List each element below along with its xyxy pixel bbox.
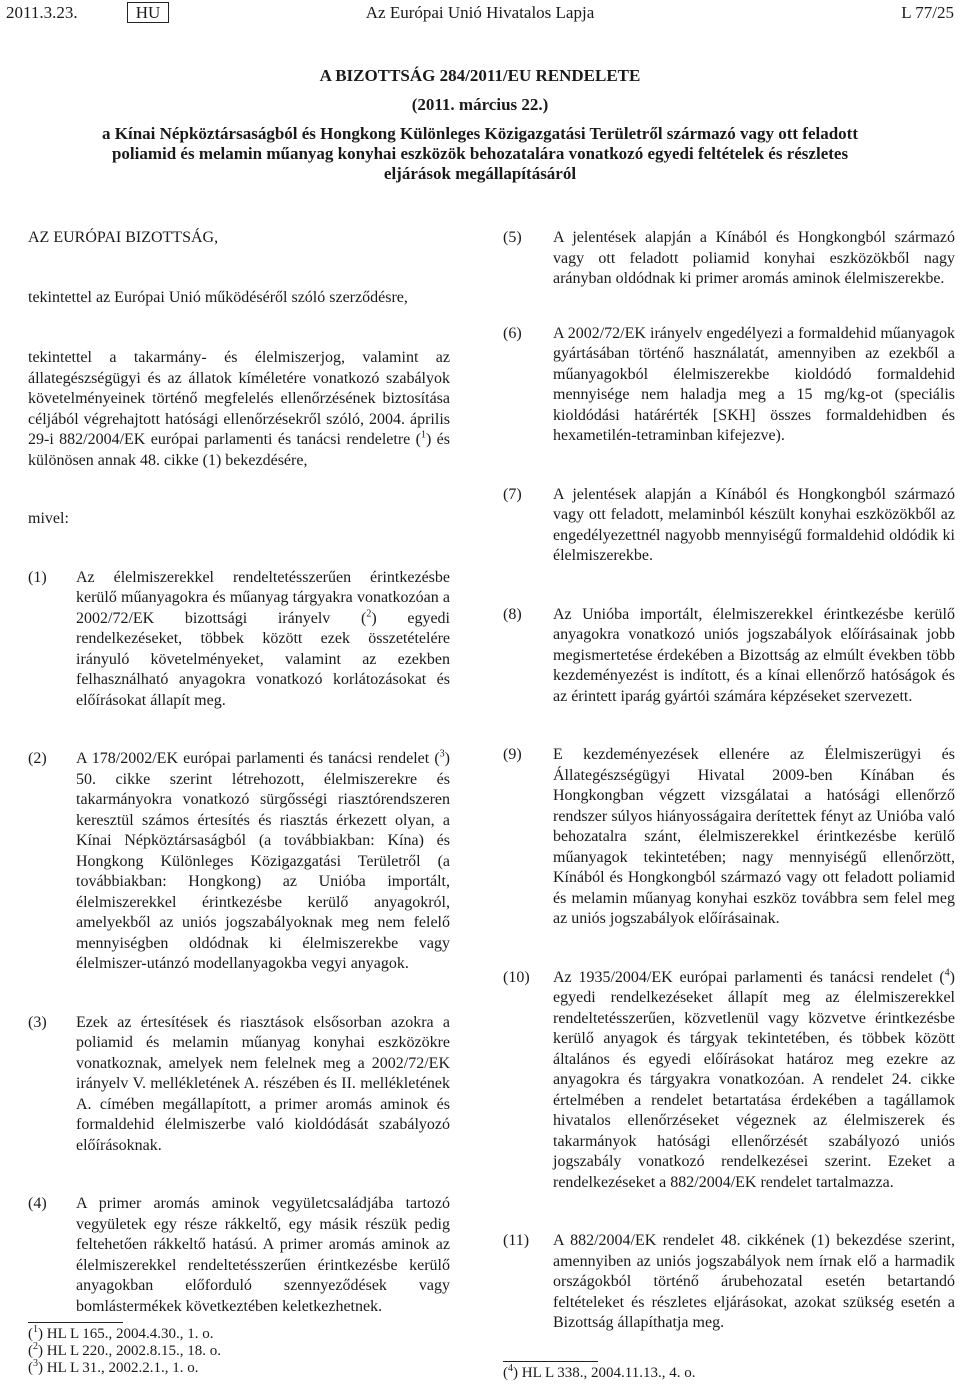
right-column [503, 228, 955, 1334]
recital-number: (5) [503, 229, 522, 246]
left-column [28, 228, 450, 1317]
recital-text: Az Unióba importált, élelmiszerekkel érintkezésbe kerülő anyagokra vonatkozó uniós jogszabályok előírásainak jobb megismertetése érdekében a Bizottság az elmúlt években több kezdeményezést is indított, és a kínai ellenőrző hatóságok és az érintett iparág gyártói számára képzéseket szervezett. [553, 605, 955, 705]
recital-7 [503, 485, 955, 567]
recital-8 [503, 605, 955, 708]
recital-text: A 2002/72/EK irányelv engedélyezi a formaldehid műanyagok gyártásában történő használatát, amennyiben az ezekből a műanyagokból élelmiszerekbe kioldódó formaldehid mennyisége nem haladja meg a 15 mg/kg-ot (speciális kioldódási határérték [SKH] összes formaldehidben és hexametilén-tetraminban kifejezve). [553, 324, 955, 444]
recital-text: A jelentések alapján a Kínából és Hongkongból származó vagy ott feladott, melaminból készült konyhai eszközökből az engedélyezettnél nagyobb mennyiségű formaldehid oldódik ki élelmiszerekbe. [553, 485, 955, 564]
footnote-ref-2[interactable]: 2 [366, 608, 372, 620]
footnote-4: ($^4$) HL L 338., 2004.11.13., 4. o. [503, 1363, 696, 1381]
footnote-ref-1[interactable]: 1 [420, 429, 426, 441]
recital-number: (8) [503, 605, 522, 623]
recital-text: A jelentések alapján a Kínából és Hongkongból származó vagy ott feladott poliamid konyhai eszközökből nagy arányban oldódnak ki primer aromás aminok élelmiszerekbe. [553, 229, 955, 287]
recital-text: E kezdeményezések ellenére az Élelmiszerügyi és Állategészségügyi Hivatal 2009-ben Kínában és Hongkongban végzett vizsgálatai a hatósági ellenőrző rendszer súlyos hiányosságaira derítettek fényt az Unióba való behozatalra szánt, élelmiszerekkel érintkezésbe kerülő műanyagok tekintetében; nagy mennyiségű ellenőrzött, Kínából és Hongkongból származó vagy ott feladott poliamid és melamin műanyag konyhai eszköz továbbra sem felel meg az uniós jogszabályok előírásainak. [553, 746, 955, 927]
publication-date: 2011.3.23. [6, 3, 78, 22]
regulation-number: A BIZOTTSÁG 284/2011/EU RENDELETE [319, 66, 641, 85]
footnote-3: ($^3$) HL L 31., 2002.2.1., 1. o. [28, 1358, 199, 1376]
footnote-separator [28, 1322, 123, 1323]
recital-text: Ezek az értesítések és riasztások elsősorban azokra a poliamid és melamin műanyag konyhai eszközökre vonatkoznak, amelyek nem felelnek meg a 2002/72/EK irányelv V. mellékletének A. részében és II. mellékletének A. címében megállapított, a primer aromás aminok és formaldehid élelmiszerbe való kioldódását szabályozó előírásoknak. [76, 1013, 450, 1154]
commission-heading: AZ EURÓPAI BIZOTTSÁG, [28, 229, 219, 246]
recital-number: (11) [503, 1232, 530, 1249]
recital-9 [503, 745, 955, 930]
page-reference: L 77/25 [901, 3, 954, 22]
regulation-date: (2011. március 22.) [411, 95, 549, 114]
recital-number: (4) [28, 1195, 47, 1212]
having-regard-treaty: tekintettel az Európai Unió működéséről szóló szerződésre, [28, 288, 408, 306]
recital-text: Az élelmiszerekkel rendeltetésszerűen érintkezésbe kerülő műanyagokra és műanyag tárgyakra vonatkozóan a 2002/72/EK bizottsági irányelv ($^2$) egyedi rendelkezéseket, többek között ezek összetételére irányuló követelményeket, valamint az ezekben felhasználható anyagokra vonatkozó korlátozásokat és előírásokat állapít meg. [76, 568, 450, 709]
having-regard-regulation: tekintettel a takarmány- és élelmiszerjog, valamint az állategészségügyi és az állatok kíméletére vonatkozó szabályok követelményeinek történő megfelelés ellenőrzésének biztosítása céljából végrehajtott hatósági ellenőrzésekről szóló, 2004. április 29-i 882/2004/EK európai parlamenti és tanácsi rendeletre ($^1$) és különösen annak 48. cikke (1) bekezdésére, [28, 349, 451, 469]
recital-10 [503, 968, 955, 1194]
regulation-subject: a Kínai Népköztársaságból és Hongkong Különleges Közigazgatási Területről származó vagy ott feladott poliamid és melamin műanyag konyhai eszközök behozatalára vonatkozó egyedi feltételek és részletes eljárások megállapításáról [102, 124, 858, 183]
right-footnotes [503, 1361, 955, 1382]
footnote-ref-3[interactable]: 3 [439, 748, 445, 760]
recital-text: Az 1935/2004/EK európai parlamenti és tanácsi rendelet ($^4$) egyedi rendelkezéseket állapít meg az élelmiszerekkel rendeltetésszerűen, közvetlenül vagy közvetve érintkezésbe kerülő anyagok és tárgyak tekintetében, és többek között általános és egyedi előírásokat határoz meg ezekre az anyagokra és tárgyakra vonatkozóan. A rendelet 24. cikke értelmében a rendelet betartatása érdekében a tagállamok hivatalos ellenőrzéseket végeznek az élelmiszerek és takarmányok hatósági ellenőrzését szabályozó uniós jogszabály vonatkozó rendelkezései szerint. Ezeket a rendelkezéseket a 882/2004/EK rendelet tartalmazza. [553, 967, 955, 1191]
footnote-ref-4[interactable]: 4 [944, 967, 950, 979]
recital-11 [503, 1231, 955, 1334]
recital-text: A 178/2002/EK európai parlamenti és tanácsi rendelet ($^3$) 50. cikke szerint létrehozott, élelmiszerekre és takarmányokra vonatkozó sürgősségi riasztórendszeren keresztül számos értesítés és riasztás érkezett olyan, a Kínai Népköztársaságból (a továbbiakban: Kína) és Hongkong Különleges Közigazgatási Területről (a továbbiakban: Hongkong) az Unióba importált, élelmiszerekkel érintkezésbe kerülő anyagokról, amelyekből az uniós jogszabályoknak meg nem felelő mennyiségben oldódnak ki élelmiszerekbe vagy élelmiszer-utánzó modellanyagokba vegyi anyagok. [76, 748, 450, 972]
recital-4 [28, 1194, 450, 1317]
recital-text: A primer aromás aminok vegyületcsaládjába tartozó vegyületek egy része rákkeltő, egy másik részük pedig feltehetően rákkeltő hatású. A primer aromás aminok az élelmiszerekkel rendeltetésszerűen érintkezésbe kerülő anyagokban előforduló szennyeződések vagy bomlástermékek következtében keletkezhetnek. [76, 1195, 450, 1315]
footnote-separator [503, 1361, 598, 1362]
whereas-label: mivel: [28, 510, 69, 527]
recital-number: (10) [503, 968, 530, 986]
recital-2 [28, 749, 450, 975]
recital-number: (9) [503, 746, 522, 763]
language-badge: HU [127, 2, 169, 23]
recital-3 [28, 1013, 450, 1157]
recital-number: (7) [503, 485, 522, 503]
recital-6 [503, 324, 955, 447]
recital-number: (6) [503, 324, 522, 342]
journal-title: Az Európai Unió Hivatalos Lapja [365, 3, 595, 22]
recital-1 [28, 568, 450, 712]
regulation-title [80, 66, 880, 184]
footnote-2: ($^2$) HL L 220., 2002.8.15., 18. o. [28, 1341, 222, 1359]
recital-number: (2) [28, 750, 47, 767]
recital-number: (1) [28, 568, 47, 586]
page-header [0, 3, 960, 25]
recital-number: (3) [28, 1013, 47, 1031]
footnote-1: ($^1$) HL L 165., 2004.4.30., 1. o. [28, 1324, 214, 1342]
recital-text: A 882/2004/EK rendelet 48. cikkének (1) bekezdése szerint, amennyiben az uniós jogszabályok nem írnak elő a harmadik országokból történő árubehozatal esetén betartandó feltételeket és részletes eljárásokat, azokat szükség esetén a Bizottság állapíthatja meg. [553, 1232, 955, 1331]
recital-5 [503, 228, 955, 290]
left-footnotes [28, 1322, 450, 1377]
